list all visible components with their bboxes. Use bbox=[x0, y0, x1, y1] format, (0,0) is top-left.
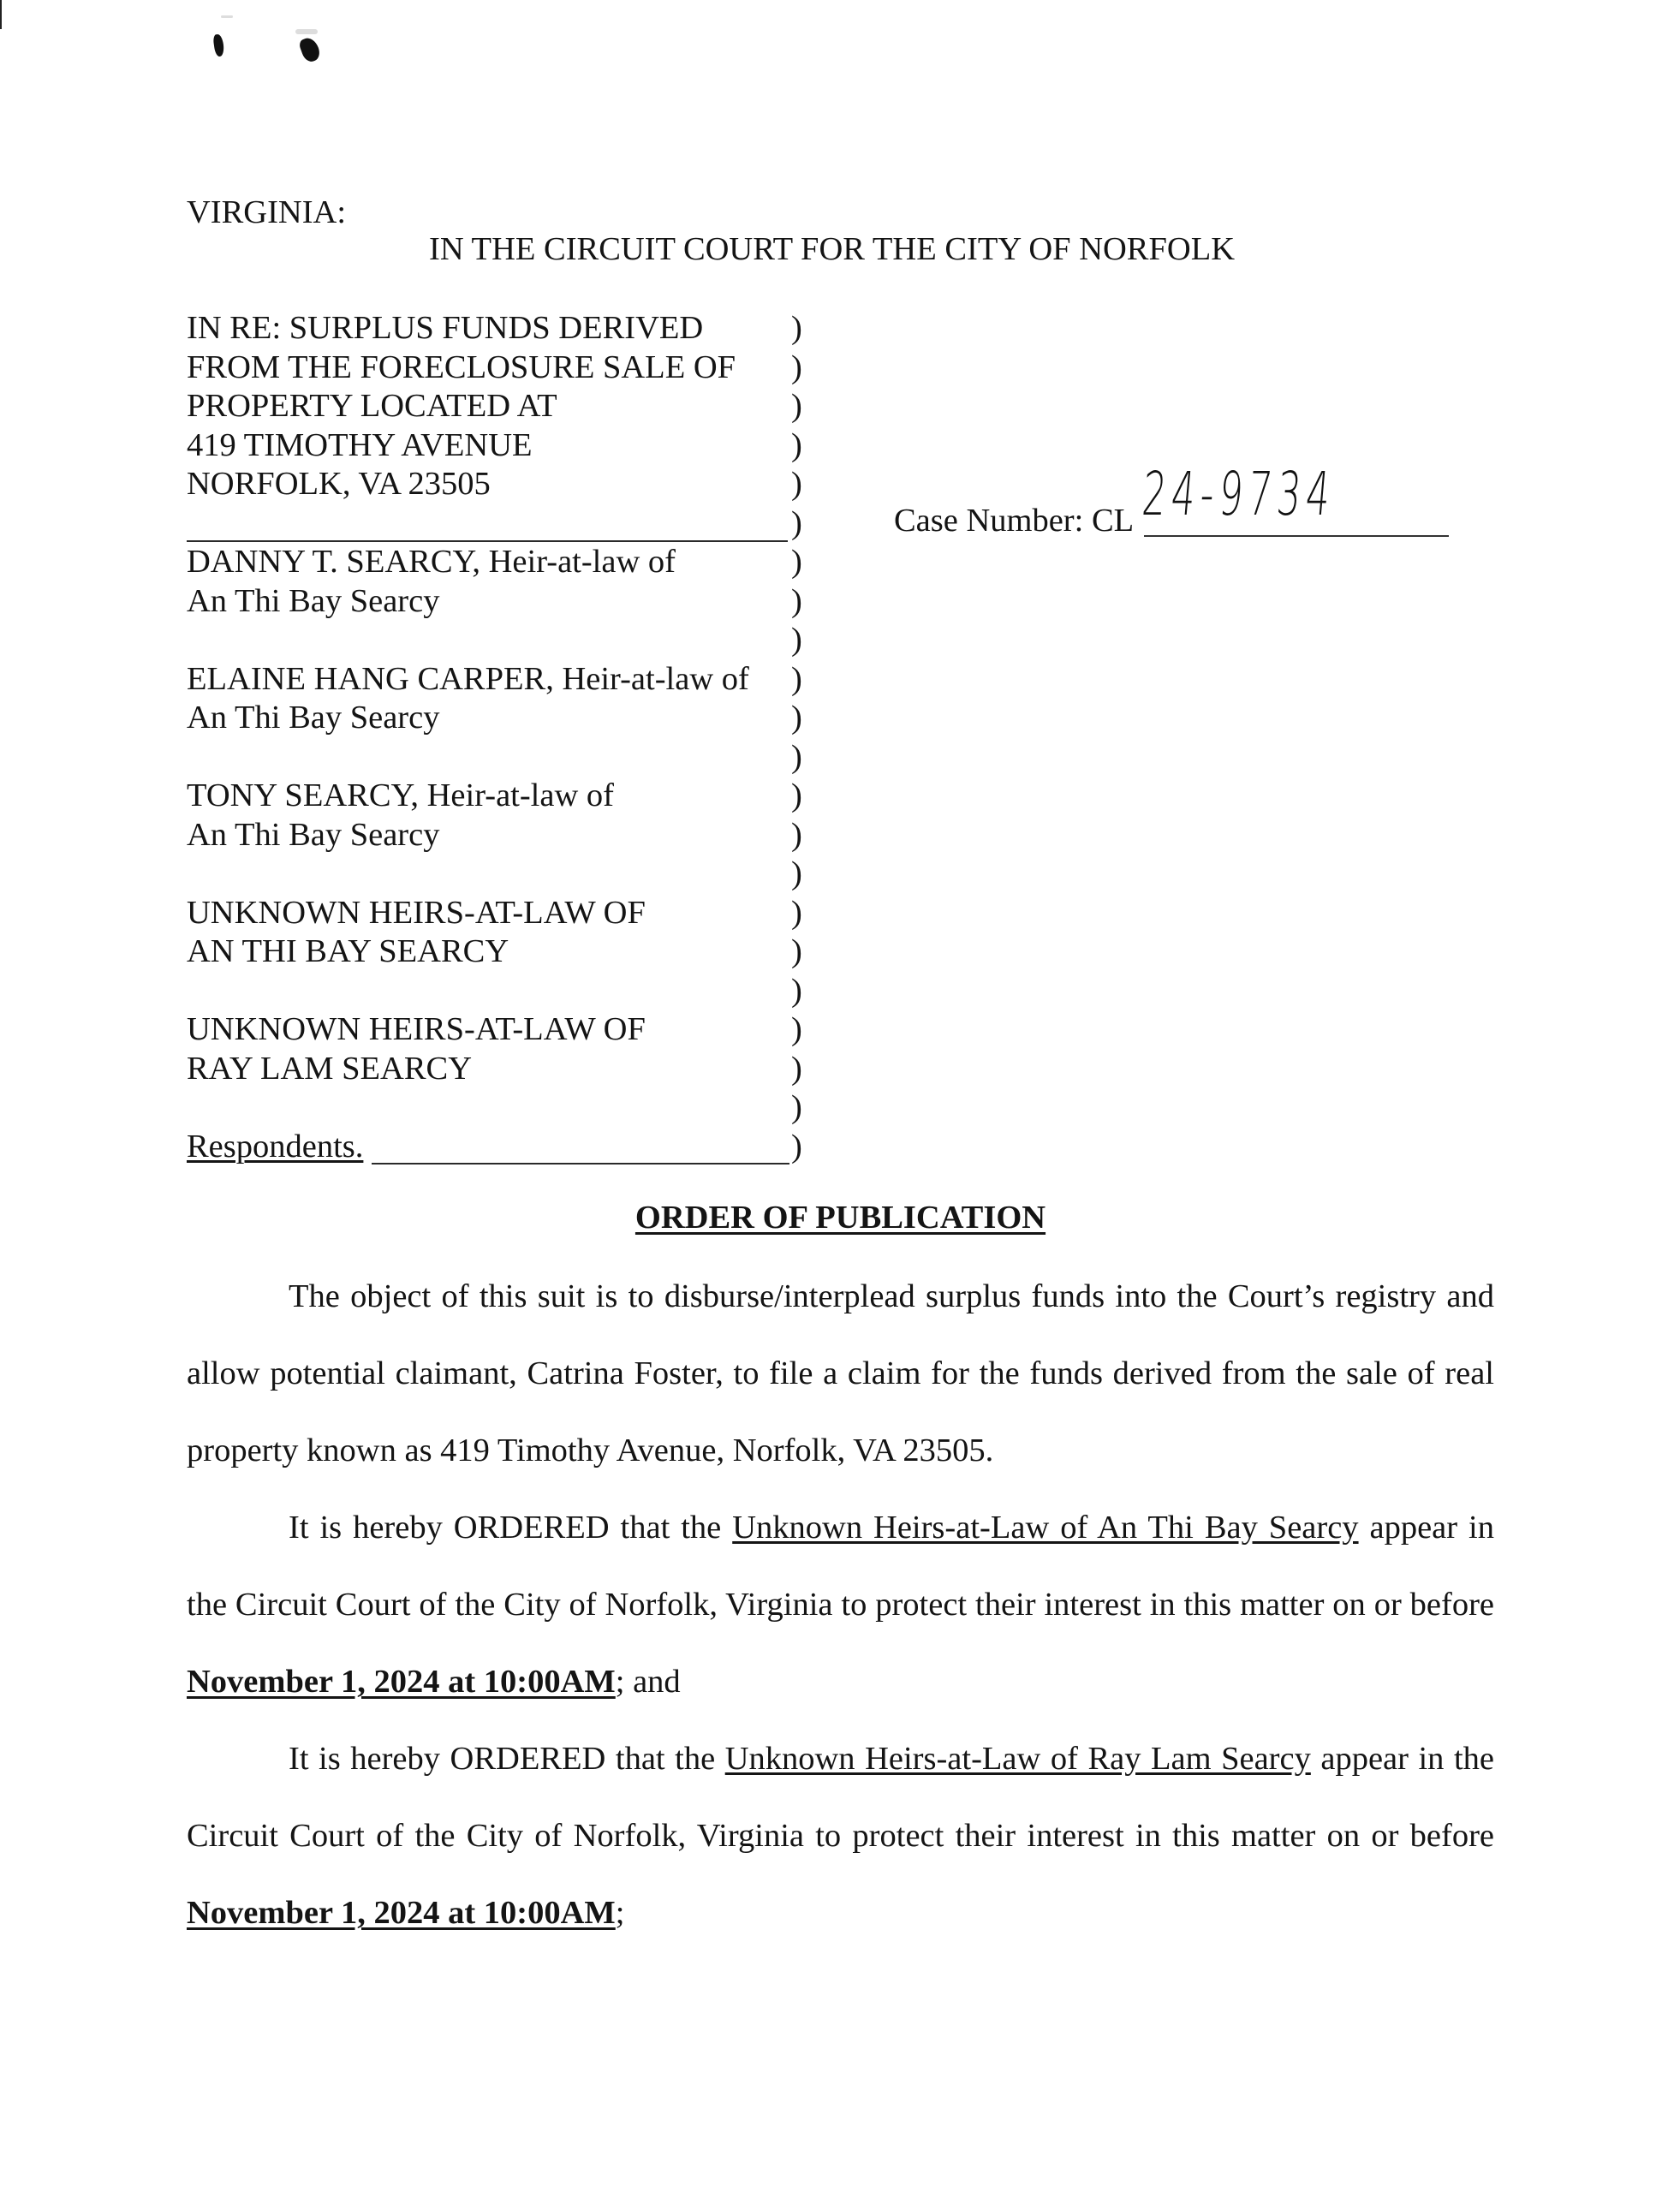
case-number-handwritten: 24-9734 bbox=[1139, 459, 1338, 529]
caption-paren: ) bbox=[791, 777, 802, 813]
in-re-line: NORFOLK, VA 23505 bbox=[187, 466, 491, 502]
party-of: An Thi Bay Searcy bbox=[187, 582, 440, 619]
caption-paren: ) bbox=[791, 660, 802, 697]
paragraph-order-an-thi-bay bbox=[187, 1489, 1494, 1720]
caption-paren: ) bbox=[791, 1128, 802, 1164]
caption-paren: ) bbox=[791, 582, 802, 619]
party-name: TONY SEARCY, Heir-at-law of bbox=[187, 777, 614, 813]
party-name: UNKNOWN HEIRS-AT-LAW OF bbox=[187, 894, 646, 931]
order-lead: It is hereby ORDERED that the bbox=[289, 1510, 733, 1546]
scan-edge-mark bbox=[0, 0, 2, 29]
in-re-line: IN RE: SURPLUS FUNDS DERIVED bbox=[187, 310, 704, 346]
party-of: RAY LAM SEARCY bbox=[187, 1050, 473, 1087]
party-name: ELAINE HANG CARPER, Heir-at-law of bbox=[187, 660, 749, 697]
order-tail: ; and bbox=[615, 1664, 681, 1700]
caption-paren: ) bbox=[791, 738, 802, 775]
caption-paren: ) bbox=[791, 348, 802, 385]
order-body bbox=[187, 1258, 1494, 1951]
caption-paren: ) bbox=[791, 388, 802, 424]
caption-paren: ) bbox=[791, 544, 802, 580]
party-of: An Thi Bay Searcy bbox=[187, 700, 440, 736]
caption-paren: ) bbox=[791, 972, 802, 1009]
ink-mark bbox=[298, 35, 322, 63]
caption-paren: ) bbox=[791, 622, 802, 658]
caption-paren: ) bbox=[791, 466, 802, 502]
order-text: appear in the Circuit Court of the City of Norfolk, Virginia to protect their interest in this matter on or before bbox=[187, 1510, 1494, 1623]
caption-paren: ) bbox=[791, 855, 802, 891]
caption-divider bbox=[187, 540, 788, 542]
order-lead: It is hereby ORDERED that the bbox=[289, 1741, 725, 1777]
caption-paren: ) bbox=[791, 504, 802, 541]
case-number-label: Case Number: CL bbox=[894, 503, 1135, 539]
ink-mark bbox=[212, 33, 225, 57]
ink-mark-faint bbox=[221, 15, 233, 18]
caption-paren: ) bbox=[791, 426, 802, 463]
ink-mark-faint bbox=[295, 29, 318, 34]
caption-paren: ) bbox=[791, 700, 802, 736]
party-reference: Unknown Heirs-at-Law of An Thi Bay Searcy bbox=[732, 1510, 1359, 1546]
court-heading: IN THE CIRCUIT COURT FOR THE CITY OF NORFOLK bbox=[429, 231, 1236, 267]
in-re-line: PROPERTY LOCATED AT bbox=[187, 388, 557, 424]
deadline-date: November 1, 2024 at 10:00AM bbox=[187, 1895, 616, 1931]
party-name: UNKNOWN HEIRS-AT-LAW OF bbox=[187, 1011, 646, 1047]
party-of: AN THI BAY SEARCY bbox=[187, 933, 509, 969]
party-of: An Thi Bay Searcy bbox=[187, 816, 440, 853]
party-name: DANNY T. SEARCY, Heir-at-law of bbox=[187, 544, 676, 580]
caption-paren: ) bbox=[791, 1050, 802, 1087]
document-title-text: ORDER OF PUBLICATION bbox=[634, 1200, 1046, 1236]
in-re-line: 419 TIMOTHY AVENUE bbox=[187, 426, 533, 463]
caption-paren: ) bbox=[791, 933, 802, 969]
case-caption bbox=[187, 309, 803, 1166]
party-reference: Unknown Heirs-at-Law of Ray Lam Searcy bbox=[724, 1741, 1311, 1777]
order-text: appear in the Circuit Court of the City of Norfolk, Virginia to protect their interest in this matter on or before bbox=[187, 1741, 1494, 1854]
respondents-underline bbox=[372, 1163, 789, 1164]
deadline-date: November 1, 2024 at 10:00AM bbox=[187, 1664, 616, 1700]
caption-paren: ) bbox=[791, 894, 802, 931]
paragraph-object-of-suit: The object of this suit is to disburse/interplead surplus funds into the Court’s registry and allow potential claimant, Catrina Foster, to file a claim for the funds derived from the sale of real property known as 419 Timothy Avenue, Norfolk, VA 23505. bbox=[187, 1278, 1494, 1468]
in-re-line: FROM THE FORECLOSURE SALE OF bbox=[187, 348, 736, 385]
caption-paren: ) bbox=[791, 310, 802, 346]
paragraph-order-ray-lam bbox=[187, 1720, 1494, 1951]
case-number-underline bbox=[1144, 535, 1449, 537]
caption-paren: ) bbox=[791, 1011, 802, 1047]
caption-paren: ) bbox=[791, 1089, 802, 1125]
document-title bbox=[187, 1199, 1494, 1238]
jurisdiction-heading: VIRGINIA: bbox=[187, 194, 347, 230]
respondents-label: Respondents. bbox=[187, 1128, 364, 1164]
caption-paren: ) bbox=[791, 816, 802, 853]
order-tail: ; bbox=[615, 1895, 625, 1931]
